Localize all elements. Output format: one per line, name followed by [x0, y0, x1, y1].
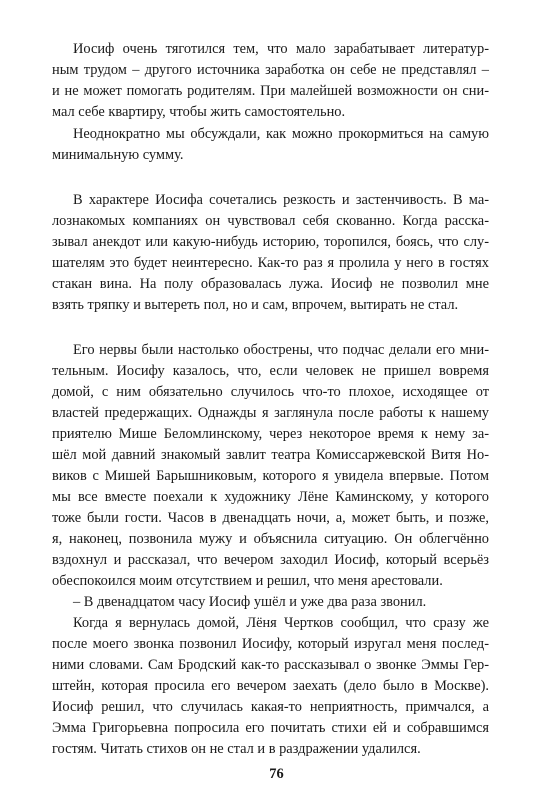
text-line: после моего звонка позвонил Иосифу, который изругал меня послед- — [52, 636, 489, 652]
text-line: шёл мой давний знакомый завлит театра Комиссаржевской Витя Но- — [52, 447, 489, 463]
text-line: Иосиф решил, что случилась какая-то неприятность, примчался, а — [52, 699, 489, 715]
text-line: стакан вина. На полу образовалась лужа. Иосиф не позволил мне — [52, 276, 489, 292]
text-line: обеспокоился моим отсутствием и решил, что меня арестовали. — [52, 573, 443, 589]
text-line: приятелю Мише Беломлинскому, через некоторое время к нему за- — [52, 426, 489, 442]
text-line: ным трудом – другого источника заработка он себе не представлял – — [52, 62, 489, 78]
text-line: В характере Иосифа сочетались резкость и застенчивость. В ма- — [73, 192, 489, 208]
text-line: мы все вместе поехали к художнику Лёне Каминскому, у которого — [52, 489, 489, 505]
text-line: тоже были гости. Часов в двенадцать ночи, а, может быть, и позже, — [52, 510, 489, 526]
text-line: лознакомых компаниях он чувствовал себя скованно. Когда расска- — [52, 213, 489, 229]
text-line: штейн, которая просила его вечером заехать (дело было в Москве). — [52, 678, 489, 694]
text-line: мал себе квартиру, чтобы жить самостоятельно. — [52, 104, 346, 120]
text-line: я, наконец, позвонила мужу и объяснила ситуацию. Он облегчённо — [52, 531, 489, 547]
text-line: Эмма Григорьевна попросила его почитать стихи ей и собравшимся — [52, 720, 489, 736]
text-line: Его нервы были настолько обострены, что подчас делали его мни- — [73, 342, 489, 358]
text-line: минимальную сумму. — [52, 147, 184, 163]
text-line: Когда я вернулась домой, Лёня Чертков сообщил, что сразу же — [73, 615, 489, 631]
text-line: зывал анекдот или какую-нибудь историю, торопился, боясь, что слу- — [52, 234, 489, 250]
text-line: шателям это будет неинтересно. Как-то раз я пролила у него в гостях — [52, 255, 489, 271]
text-line: взять тряпку и вытереть пол, но и сам, впрочем, вытирать не стал. — [52, 297, 459, 313]
text-line: тельным. Иосифу казалось, что, если человек не пришел вовремя — [52, 363, 489, 379]
text-line: – В двенадцатом часу Иосиф ушёл и уже два раза звонил. — [73, 594, 427, 610]
text-line: Иосиф очень тяготился тем, что мало зарабатывает литератур- — [73, 41, 489, 57]
text-line: вздохнул и рассказал, что вечером заходил Иосиф, который всерьёз — [52, 552, 489, 568]
page-number: 76 — [269, 766, 284, 782]
text-line: Неоднократно мы обсуждали, как можно прокормиться на самую — [73, 126, 489, 142]
text-line: домой, с ним обязательно случилось что-то плохое, исходящее от — [52, 384, 489, 400]
text-line: властей предержащих. Однажды я заглянула после работы к нашему — [52, 405, 489, 421]
text-line: гостям. Читать стихов он не стал и в раздражении удалился. — [52, 741, 421, 757]
text-line: ними словами. Сам Бродский как-то рассказывал о звонке Эммы Гер- — [52, 657, 489, 673]
text-line: виков с Мишей Барышниковым, которого я увидела впервые. Потом — [52, 468, 489, 484]
text-line: и не может помогать родителям. При малейшей возможности он сни- — [52, 83, 489, 99]
